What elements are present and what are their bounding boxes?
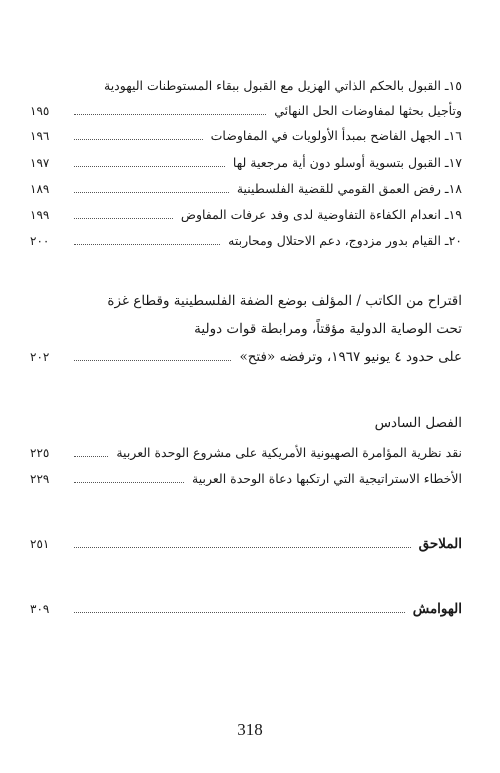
toc-page-number: ٢٢٥ xyxy=(30,446,50,460)
toc-item-19[interactable] xyxy=(30,204,462,226)
toc-item-15-line1 xyxy=(30,75,462,97)
toc-chapter6-item2[interactable] xyxy=(30,468,462,490)
toc-item-label: وتأجيل بحثها لمفاوضات الحل النهائي xyxy=(274,103,462,118)
toc-page-number: ٢٠٠ xyxy=(30,234,50,248)
toc-item-label: على حدود ٤ يونيو ١٩٦٧، وترفضه «فتح» xyxy=(239,349,462,365)
leader-dots xyxy=(74,138,203,140)
leader-dots xyxy=(74,611,405,613)
toc-page-number: ٢٠٢ xyxy=(30,350,50,364)
toc-item-label: ١٦ـ الجهل الفاضح بمبدأ الأولويات في المفاوضات xyxy=(210,128,462,143)
page-number: 318 xyxy=(237,720,263,739)
toc-page-number: ١٩٦ xyxy=(30,129,50,143)
toc-page-number: ١٩٧ xyxy=(30,156,50,170)
toc-item-label: الأخطاء الاستراتيجية التي ارتكبها دعاة الوحدة العربية xyxy=(192,471,462,486)
toc-page-number: ١٩٩ xyxy=(30,208,50,222)
toc-proposal-line1 xyxy=(30,290,462,312)
toc-page-number: ١٨٩ xyxy=(30,182,50,196)
toc-proposal[interactable] xyxy=(30,346,462,368)
leader-dots xyxy=(74,191,229,193)
toc-item-label: الهوامش xyxy=(412,601,462,617)
toc-item-label: ١٨ـ رفض العمق القومي للقضية الفلسطينية xyxy=(236,181,462,196)
toc-item-label: ٢٠ـ القيام بدور مزدوج، دعم الاحتلال ومحاربته xyxy=(228,233,462,248)
toc-item-label: ١٩ـ انعدام الكفاءة التفاوضية لدى وفد عرفات المفاوض xyxy=(180,207,462,222)
toc-item-20[interactable] xyxy=(30,230,462,252)
toc-item-label: تحت الوصاية الدولية مؤقتاً، ومرابطة قوات دولية xyxy=(194,321,462,337)
leader-dots xyxy=(74,243,220,245)
toc-chapter6-item1[interactable] xyxy=(30,442,462,464)
toc-item-label: نقد نظرية المؤامرة الصهيونية الأمريكية على مشروع الوحدة العربية xyxy=(116,445,462,460)
toc-proposal-line2 xyxy=(30,318,462,340)
toc-item-label: ١٧ـ القبول بتسوية أوسلو دون أية مرجعية لها xyxy=(232,155,462,170)
toc-page-number: ١٩٥ xyxy=(30,104,50,118)
leader-dots xyxy=(74,359,231,361)
toc-item-label: الملاحق xyxy=(418,536,462,552)
toc-item-17[interactable] xyxy=(30,152,462,174)
toc-page-number: ٢٢٩ xyxy=(30,472,50,486)
toc-page-number: ٢٥١ xyxy=(30,537,50,551)
leader-dots xyxy=(74,455,108,457)
chapter-title xyxy=(30,412,462,434)
leader-dots xyxy=(74,546,411,548)
toc-footnotes[interactable] xyxy=(30,598,462,620)
toc-item-18[interactable] xyxy=(30,178,462,200)
toc-appendices[interactable] xyxy=(30,533,462,555)
toc-item-16[interactable] xyxy=(30,125,462,147)
leader-dots xyxy=(74,113,266,115)
toc-item-label: ١٥ـ القبول بالحكم الذاتي الهزيل مع القبول ببقاء المستوطنات اليهودية xyxy=(104,78,462,93)
leader-dots xyxy=(74,217,173,219)
chapter-six-title: الفصل السادس xyxy=(374,415,462,431)
toc-page-number: ٣٠٩ xyxy=(30,602,50,616)
toc-item-label: اقتراح من الكاتب / المؤلف بوضع الضفة الفلسطينية وقطاع غزة xyxy=(107,293,462,309)
leader-dots xyxy=(74,165,225,167)
leader-dots xyxy=(74,481,184,483)
toc-item-15[interactable] xyxy=(30,100,462,122)
